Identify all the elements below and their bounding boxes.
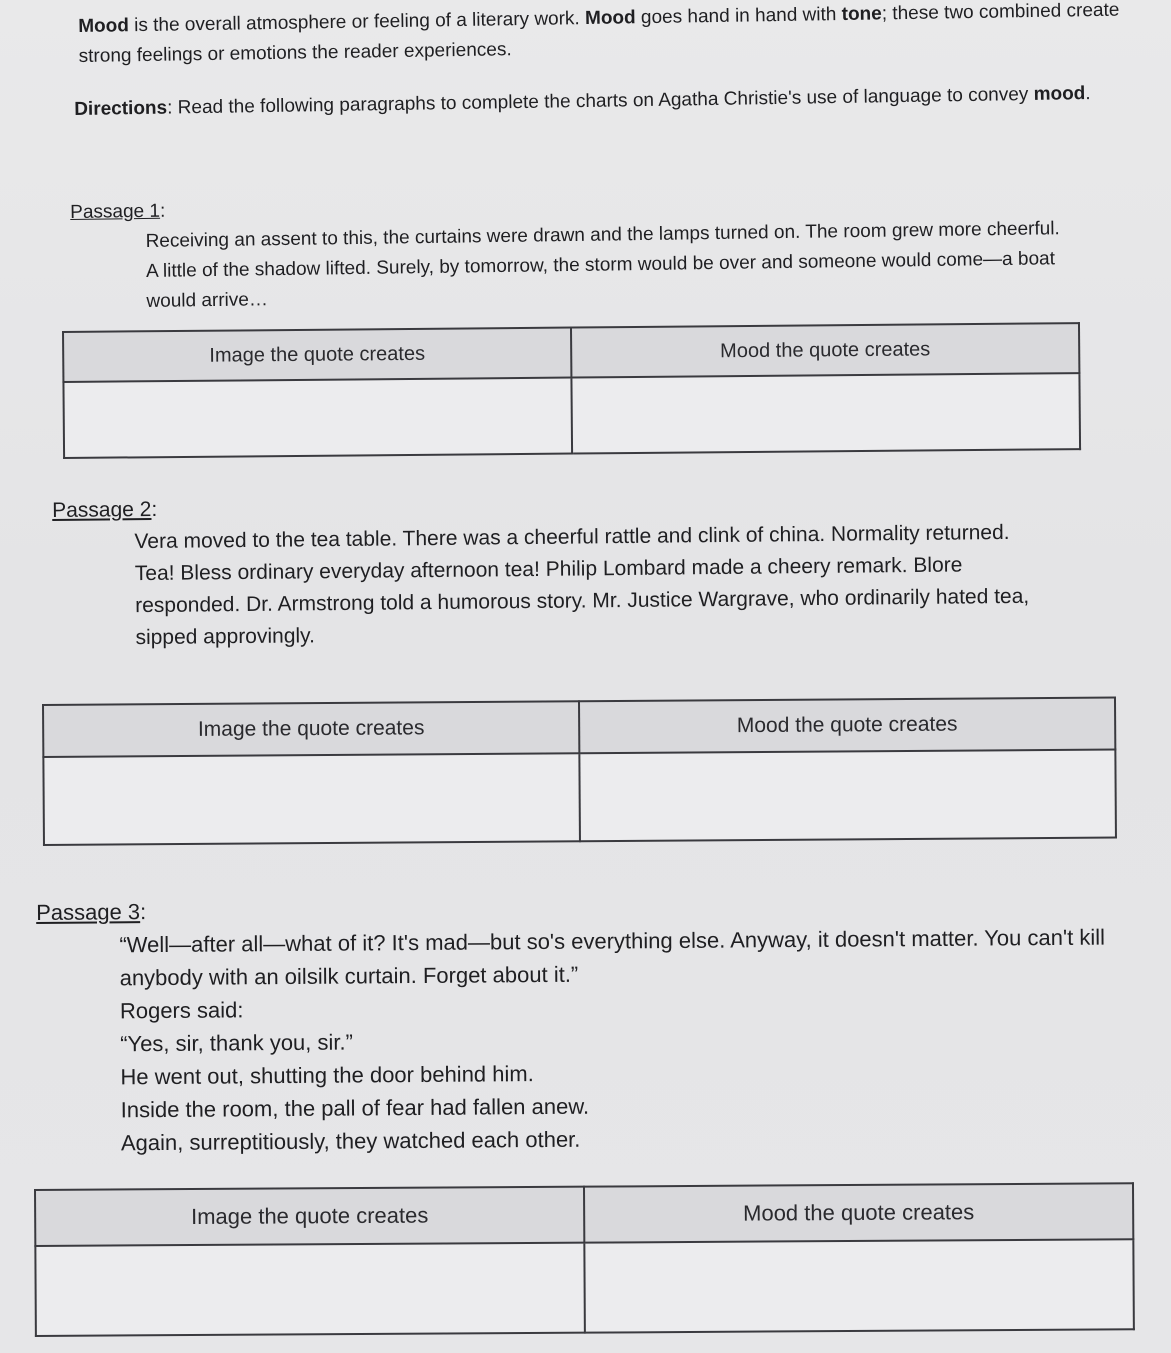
passage-2-heading xyxy=(52,498,157,522)
chart-2-header-mood: Mood the quote creates xyxy=(579,698,1115,754)
passage-1-label-suffix: : xyxy=(159,200,166,222)
passage-1-label: Passage 1 xyxy=(70,200,161,223)
passage-1-heading xyxy=(70,201,165,223)
passage-2-paragraph-1: Vera moved to the tea table. There was a cheerful rattle and clink of china. Normality returned. xyxy=(134,520,1010,554)
passage-3-line-5: Again, surreptitiously, they watched each other. xyxy=(120,1126,581,1156)
passage-2-label: Passage 2 xyxy=(52,497,152,522)
intro-term-mood-2: Mood xyxy=(584,7,636,30)
passage-3-label: Passage 3 xyxy=(36,899,141,925)
chart-answer-row xyxy=(43,750,1116,845)
passage-3-line-3: He went out, shutting the door behind him. xyxy=(120,1061,534,1090)
passage-3-line-4: Inside the room, the pall of fear had fallen anew. xyxy=(120,1093,590,1123)
chart-3-image-answer-cell[interactable] xyxy=(35,1243,585,1336)
chart-3-header-image: Image the quote creates xyxy=(35,1187,584,1246)
passage-1-paragraph: Receiving an assent to this, the curtains were drawn and the lamps turned on. The room grew more cheerful. A little of the shadow lifted. Surely, by tomorrow, the storm would be over and someone would come—a boat would arrive… xyxy=(145,218,1060,312)
passage-2 xyxy=(52,484,1064,655)
directions-label: Directions xyxy=(74,97,168,120)
passage-2-chart xyxy=(42,697,1117,846)
passage-2-paragraph-2: Tea! Bless ordinary everyday afternoon tea! Philip Lombard made a cheery remark. Blore responded. Dr. Armstrong told a humorous story. Mr. Justice Wargrave, who ordinarily hated tea, sipped approvingly. xyxy=(134,553,1030,650)
intro-text-3: ; these two combined create strong feelings or emotions the reader experiences. xyxy=(78,0,1120,67)
chart-1-header-image: Image the quote creates xyxy=(63,328,571,382)
passage-3-paragraph-1: “Well—after all—what of it? It's mad—but so's everything else. Anyway, it doesn't matter. You can't kill anybody with an oilsilk curtain. Forget about it.” xyxy=(119,924,1106,991)
passage-1-chart xyxy=(62,322,1081,459)
directions-text: : Read the following paragraphs to complete the charts on Agatha Christie's use of language to convey xyxy=(166,83,1034,119)
chart-header-row xyxy=(43,698,1115,757)
chart-header-row xyxy=(35,1183,1133,1246)
chart-3-header-mood: Mood the quote creates xyxy=(584,1183,1133,1242)
intro-text-2: goes hand in hand with xyxy=(635,4,842,29)
chart-1-image-answer-cell[interactable] xyxy=(63,378,572,458)
intro-text-1: is the overall atmosphere or feeling of a literary work. xyxy=(128,8,586,37)
chart-1-header-mood: Mood the quote creates xyxy=(571,323,1079,377)
directions-paragraph xyxy=(74,77,1134,126)
chart-1-mood-answer-cell[interactable] xyxy=(571,373,1080,453)
intro-paragraph xyxy=(78,0,1149,72)
directions-end: . xyxy=(1085,83,1091,105)
passage-3-heading xyxy=(36,899,146,925)
chart-answer-row xyxy=(35,1239,1134,1336)
intro-term-tone: tone xyxy=(841,3,882,26)
chart-2-image-answer-cell[interactable] xyxy=(43,753,580,845)
passage-2-label-suffix: : xyxy=(151,497,158,521)
chart-3-mood-answer-cell[interactable] xyxy=(584,1239,1134,1332)
chart-2-mood-answer-cell[interactable] xyxy=(579,750,1116,842)
intro-term-mood: Mood xyxy=(78,15,130,37)
chart-answer-row xyxy=(63,373,1080,458)
passage-3-line-1: Rogers said: xyxy=(119,997,244,1024)
passage-3-line-2: “Yes, sir, thank you, sir.” xyxy=(120,1029,353,1057)
chart-2-header-image: Image the quote creates xyxy=(43,701,579,757)
directions-term-mood: mood xyxy=(1033,83,1086,105)
passage-3-chart xyxy=(34,1182,1135,1337)
passage-3 xyxy=(36,887,1148,1160)
passage-1 xyxy=(70,184,1072,318)
passage-3-label-suffix: : xyxy=(139,899,147,925)
chart-header-row xyxy=(63,323,1079,382)
